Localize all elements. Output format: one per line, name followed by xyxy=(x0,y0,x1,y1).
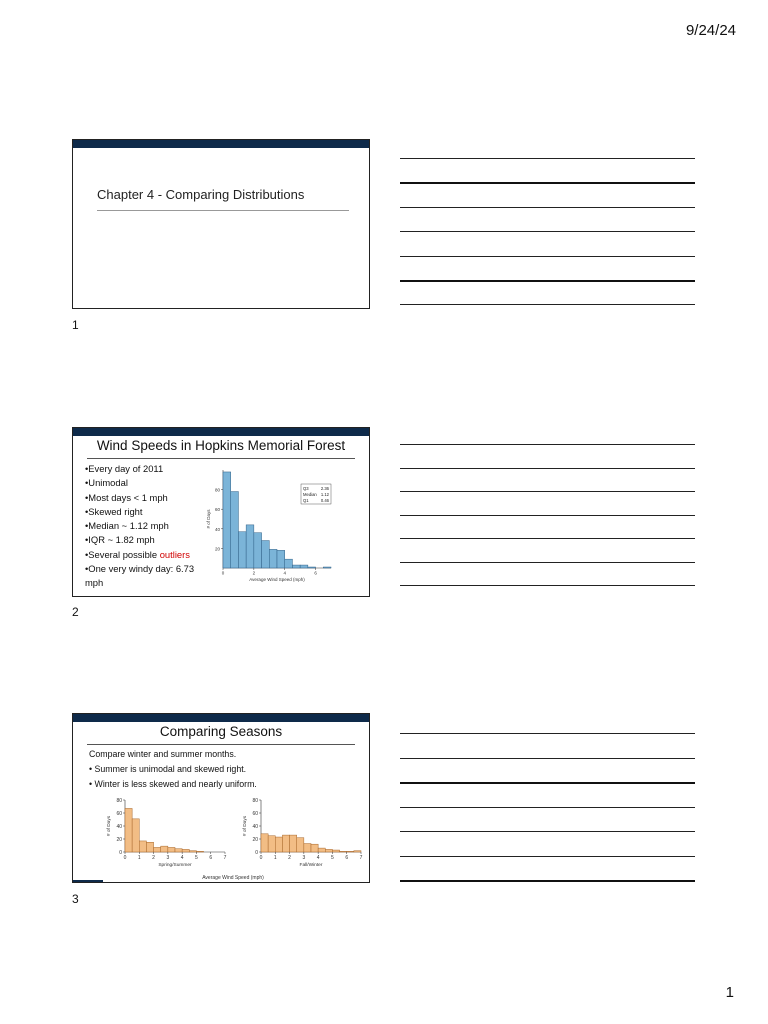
y-tick-label: 0 xyxy=(255,850,258,856)
x-tick-label: 5 xyxy=(331,855,334,861)
bullet-item xyxy=(85,548,213,562)
y-tick-label: 40 xyxy=(214,526,220,532)
histogram-bar xyxy=(325,849,332,852)
x-tick-label: 6 xyxy=(345,855,349,861)
x-tick-label: 4 xyxy=(180,855,184,861)
x-tick-label: 2 xyxy=(288,855,291,861)
bullet-item: • Most days < 1 mph xyxy=(85,491,213,505)
histogram-bar xyxy=(154,847,161,852)
page-number: 1 xyxy=(725,984,734,1001)
quartile-value: 2.36 xyxy=(320,486,329,491)
y-tick-label: 60 xyxy=(214,507,220,513)
histogram-bar xyxy=(269,549,277,568)
title-divider xyxy=(87,744,355,745)
x-tick-label: 2 xyxy=(152,855,155,861)
histogram-bar xyxy=(246,525,254,568)
note-line xyxy=(400,585,695,586)
quartile-label: Q1 xyxy=(303,498,309,503)
y-axis-label: # of Days xyxy=(206,509,211,529)
histogram-bar xyxy=(332,850,339,852)
slide-title-bar xyxy=(73,428,369,436)
slide-number: 3 xyxy=(72,892,79,906)
histogram-bar xyxy=(311,844,318,852)
histogram-bar xyxy=(268,836,275,852)
x-tick-label: 0 xyxy=(259,855,263,861)
note-line xyxy=(400,491,695,492)
histogram-bar xyxy=(139,841,146,852)
note-line xyxy=(400,758,695,759)
x-tick-label: 1 xyxy=(137,855,141,861)
y-tick-label: 60 xyxy=(252,811,258,817)
histogram-bar xyxy=(196,851,203,852)
x-tick-label: 6 xyxy=(209,855,213,861)
histogram-bar xyxy=(304,844,311,852)
note-line xyxy=(400,158,695,159)
histogram-bar xyxy=(175,849,182,852)
quartile-label: Q3 xyxy=(303,486,309,491)
bullet-text: Several possible xyxy=(88,548,160,560)
y-tick-label: 20 xyxy=(252,837,258,843)
slide-title: Wind Speeds in Hopkins Memorial Forest xyxy=(96,438,346,453)
histogram-bar xyxy=(223,472,231,568)
bullet-item: • Every day of 2011 xyxy=(85,462,213,476)
note-line xyxy=(400,444,695,445)
slide-intro-text: Compare winter and summer months. xyxy=(89,749,237,759)
note-line xyxy=(400,880,695,882)
x-axis-label: Fall/Winter xyxy=(299,862,323,868)
slide-thumbnail-1 xyxy=(72,139,370,309)
slide-footer-bar xyxy=(73,880,103,882)
histogram-bar xyxy=(297,838,304,852)
quartile-value: 1.12 xyxy=(320,492,329,497)
slide-title: Chapter 4 - Comparing Distributions xyxy=(97,187,305,202)
note-line xyxy=(400,515,695,516)
slide-thumbnail-2 xyxy=(72,427,370,597)
y-tick-label: 60 xyxy=(116,811,122,817)
note-line xyxy=(400,856,695,857)
histogram-bar xyxy=(282,835,289,852)
x-tick-label: 2 xyxy=(252,570,256,576)
bullet-item: • Median ~ 1.12 mph xyxy=(85,519,213,533)
y-tick-label: 80 xyxy=(252,798,258,804)
histogram-bar xyxy=(277,550,285,568)
histogram-bar xyxy=(323,567,331,568)
histogram-bar xyxy=(262,541,270,568)
bullet-text: Summer is unimodal and skewed right. xyxy=(94,764,247,774)
bullet-text: Winter is less skewed and nearly uniform. xyxy=(94,779,257,789)
y-tick-label: 80 xyxy=(214,487,220,493)
x-tick-label: 1 xyxy=(273,855,277,861)
season-histograms xyxy=(101,794,365,882)
slide-title-bar xyxy=(73,140,369,148)
y-tick-label: 40 xyxy=(252,824,258,830)
histogram-bar xyxy=(290,835,297,852)
x-tick-label: 5 xyxy=(195,855,198,861)
note-line xyxy=(400,207,695,208)
slide-title: Comparing Seasons xyxy=(159,724,283,739)
x-tick-label: 0 xyxy=(123,855,127,861)
histogram-bar xyxy=(285,559,293,568)
bullet-item: • Skewed right xyxy=(85,505,213,519)
histogram-bar xyxy=(238,532,246,568)
x-tick-label: 7 xyxy=(223,855,227,861)
x-tick-label: 0 xyxy=(221,570,225,576)
x-axis-label: Average Wind Speed (mph) xyxy=(249,577,305,582)
y-tick-label: 0 xyxy=(119,850,122,856)
x-tick-label: 7 xyxy=(359,855,363,861)
note-line xyxy=(400,182,695,184)
histogram-bar xyxy=(146,842,153,852)
histogram-bar xyxy=(125,808,132,852)
histogram-bar xyxy=(132,819,139,852)
header-date: 9/24/24 xyxy=(685,22,736,39)
y-tick-label: 20 xyxy=(116,837,122,843)
note-line xyxy=(400,304,695,305)
slide-number: 1 xyxy=(72,318,79,332)
y-axis-label: # of Days xyxy=(243,815,248,837)
note-line xyxy=(400,562,695,563)
y-tick-label: 20 xyxy=(214,546,220,552)
bullet-item: • One very windy day: 6.73 mph xyxy=(85,562,213,591)
bullet-item: • Unimodal xyxy=(85,476,213,490)
y-tick-label: 80 xyxy=(116,798,122,804)
x-tick-label: 4 xyxy=(316,855,320,861)
histogram-bar xyxy=(308,567,316,568)
histogram-bar xyxy=(161,846,168,852)
histogram-bar xyxy=(261,834,268,852)
quartile-label: Median xyxy=(303,492,317,497)
outliers-highlight: outliers xyxy=(159,548,190,560)
title-divider xyxy=(97,210,349,211)
histogram-bar xyxy=(340,851,347,852)
histogram-bar xyxy=(231,492,239,568)
y-axis-label: # of Days xyxy=(107,815,112,837)
x-tick-label: 4 xyxy=(283,570,286,576)
y-tick-label: 40 xyxy=(116,824,122,830)
title-divider xyxy=(87,458,355,459)
bullet-item: • Summer is unimodal and skewed right. xyxy=(89,764,247,774)
note-line xyxy=(400,733,695,734)
x-tick-label: 3 xyxy=(166,855,170,861)
histogram-bar xyxy=(347,851,354,852)
note-line xyxy=(400,256,695,257)
note-line xyxy=(400,231,695,232)
wind-speed-histogram xyxy=(201,466,351,588)
slide-title-bar xyxy=(73,714,369,722)
histogram-bar xyxy=(189,851,196,852)
histogram-bar xyxy=(300,565,308,568)
note-line xyxy=(400,468,695,469)
histogram-bar xyxy=(292,565,300,568)
histogram-bar xyxy=(182,849,189,852)
histogram-bar xyxy=(354,851,361,852)
histogram-bar xyxy=(254,533,262,568)
bullet-item: • IQR ~ 1.82 mph xyxy=(85,533,213,547)
quartile-value: 0.46 xyxy=(320,498,329,503)
slide-number: 2 xyxy=(72,605,79,619)
note-line xyxy=(400,280,695,282)
histogram-bar xyxy=(275,837,282,852)
slide-thumbnail-3 xyxy=(72,713,370,883)
x-tick-label: 3 xyxy=(302,855,306,861)
x-axis-label: Spring/Summer xyxy=(158,862,192,868)
histogram-bar xyxy=(318,848,325,852)
note-line xyxy=(400,538,695,539)
note-line xyxy=(400,782,695,784)
shared-x-axis-label: Average Wind Speed (mph) xyxy=(202,875,264,881)
note-line xyxy=(400,831,695,832)
x-tick-label: 6 xyxy=(314,570,317,576)
bullet-list xyxy=(85,462,213,591)
histogram-bar xyxy=(168,847,175,852)
bullet-item: • Winter is less skewed and nearly uniform. xyxy=(89,779,257,789)
note-line xyxy=(400,807,695,808)
